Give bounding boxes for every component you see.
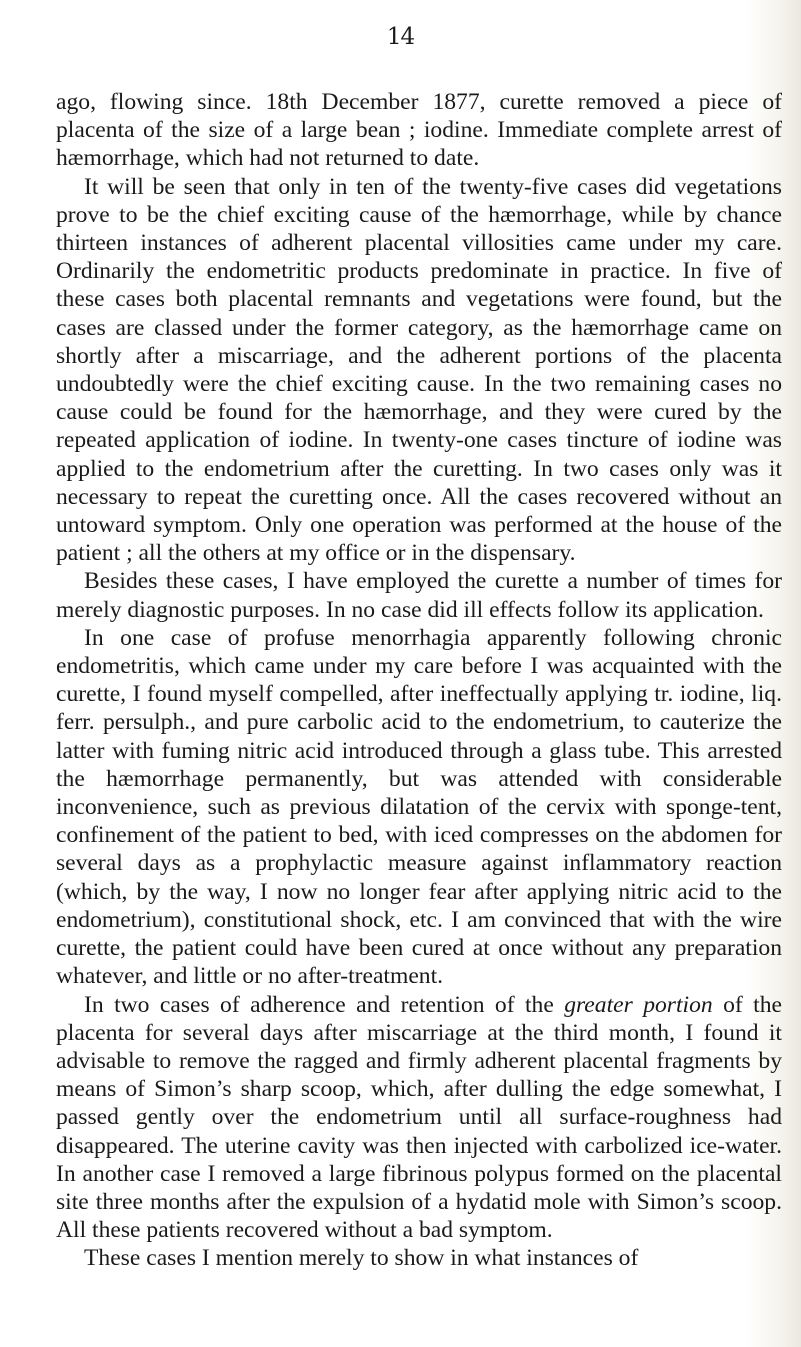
paragraph-4: In one case of profuse menorrhagia apparently following chronic endometritis, which came under my care before I was acquainted with the curette, I found myself compelled, after ineffectually applying tr. iodine, liq. ferr. persulph., and pure carbolic acid to the endometrium, to cauterize the latter with fuming nitric acid introduced through a glass tube. This arrested the hæmorrhage permanently, but was attended with considerable inconvenience, such as previous dilatation of the cervix with sponge-tent, confinement of the patient to bed, with iced compresses on the abdomen for several days as a prophylactic measure against inflammatory reaction (which, by the way, I now no longer fear after applying nitric acid to the endometrium), constitutional shock, etc. I am convinced that with the wire curette, the patient could have been cured at once without any preparation whatever, and little or no after-treatment. — [56, 624, 782, 990]
paragraph-5 — [56, 991, 782, 1245]
paragraph-6: These cases I mention merely to show in what instances of — [84, 1245, 639, 1272]
paragraph-1: ago, flowing since. 18th December 1877, curette removed a piece of placenta of the size of a large bean ; iodine. Immediate complete arrest of hæmorrhage, which had not returned to date. — [56, 89, 782, 172]
paragraph-5-lead: In two cases of adherence and retention of the — [84, 991, 565, 1018]
page-number: 14 — [386, 24, 415, 50]
paragraph-5-rest: of the placenta for several days after miscarriage at the third month, I found it advisable to remove the ragged and firmly adherent placental fragments by means of Simon’s sharp scoop, which, after dulling the edge somewhat, I passed gently over the endometrium until all surface-roughness had disappeared. The uterine cavity was then injected with carbolized ice-water. In another case I removed a large fibrinous polypus formed on the placental site three months after the expulsion of a hydatid mole with Simon’s scoop. All these patients recovered without a bad symptom. — [56, 991, 782, 1244]
paragraph-2: It will be seen that only in ten of the twenty-five cases did vegetations prove to be the chief exciting cause of the hæmorrhage, while by chance thirteen instances of adherent placental villosities came under my care. Ordinarily the endometritic products predominate in practice. In five of these cases both placental remnants and vegetations were found, but the cases are classed under the former category, as the hæmorrhage came on shortly after a miscarriage, and the adherent portions of the placenta undoubtedly were the chief exciting cause. In the two remaining cases no cause could be found for the hæmorrhage, and they were cured by the repeated application of iodine. In twenty-one cases tincture of iodine was applied to the endometrium after the curetting. In two cases only was it necessary to repeat the curetting once. All the cases recovered without an untoward symptom. Only one operation was performed at the house of the patient ; all the others at my office or in the dispensary. — [56, 173, 782, 567]
paragraph-3: Besides these cases, I have employed the curette a number of times for merely diagnostic purposes. In no case did ill effects follow its application. — [56, 568, 782, 623]
emphasis-greater-portion: greater portion — [564, 991, 713, 1018]
body-text — [56, 88, 782, 1273]
